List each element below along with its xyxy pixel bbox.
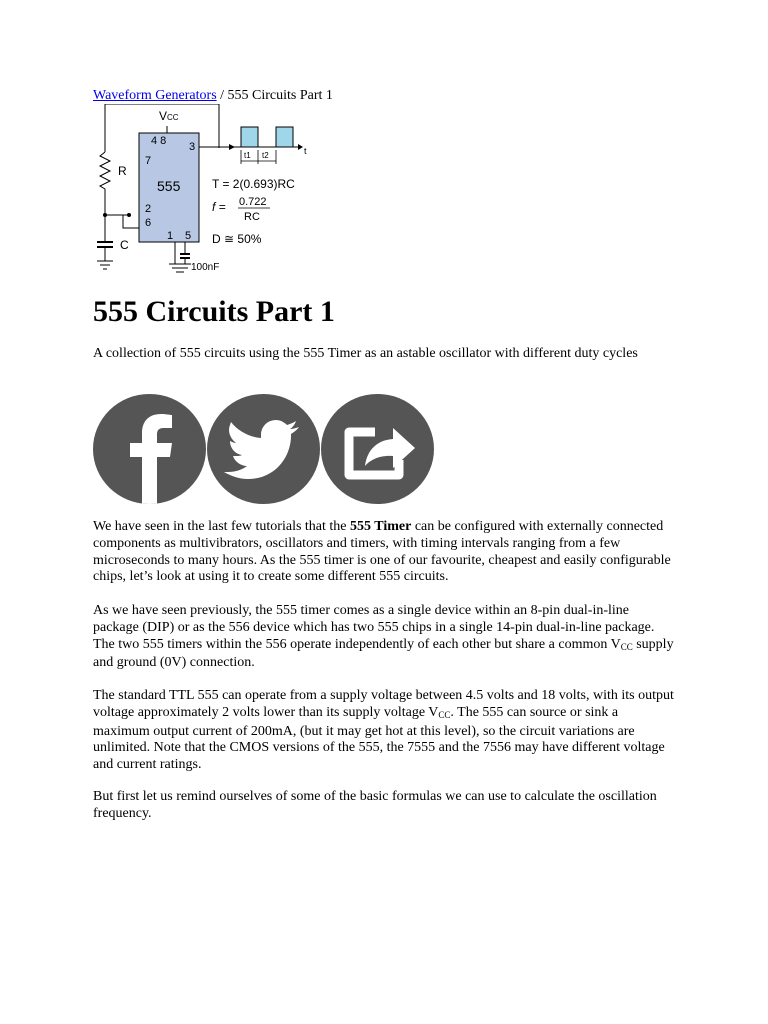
- pin-1-label: 1: [167, 230, 174, 242]
- breadcrumb-current: 555 Circuits Part 1: [227, 88, 333, 103]
- share-button[interactable]: [321, 394, 434, 504]
- pin-6-label: 6: [145, 217, 152, 229]
- chip-label: 555: [157, 178, 181, 194]
- formula-frequency-numerator: 0.722: [239, 196, 267, 208]
- page-title: 555 Circuits Part 1: [93, 295, 335, 328]
- breadcrumb-separator: /: [216, 88, 228, 103]
- paragraph-2: As we have seen previously, the 555 timer comes as a single device within an 8-pin dual-in-line package (DIP) or as the 556 device which has two 555 chips in a single 14-pin dual-in-line package. The two 555 timers within the 556 operate independently of each other but share a common $V_{CC}$ supply and ground (0V) connection.: [93, 603, 674, 671]
- twitter-share-button[interactable]: [207, 394, 320, 504]
- formula-frequency-var: f =: [212, 200, 226, 214]
- capacitor-label: C: [120, 238, 129, 252]
- paragraph-3: The standard TTL 555 can operate from a supply voltage between 4.5 volts and 18 volts, with its output voltage approximately 2 volts lower than its supply voltage $V_{CC}$. The 555 can source or sink a maximum output current of 200mA, (but it may get hot at this level), so the circuit variations are unlimited. Note that the CMOS versions of the 555, the 7555 and the 7556 may have different voltage and current ratings.: [93, 688, 674, 773]
- breadcrumb-link-waveform-generators[interactable]: Waveform Generators: [93, 88, 217, 103]
- vcc-label: VCC: [159, 109, 179, 123]
- facebook-icon: [93, 394, 206, 504]
- t2-label: t2: [262, 151, 269, 160]
- resistor-label: R: [118, 164, 127, 178]
- pin-3-label: 3: [189, 141, 196, 153]
- bold-555-timer: 555 Timer: [350, 519, 412, 534]
- paragraph-1: We have seen in the last few tutorials that the 555 Timer can be configured with externally connected components as multivibrators, oscillators and timers, with timing intervals ranging from a few microseconds to many hours. As the 555 timer is one of our favourite, cheapest and easily configurable chips, let’s look at using it to create some different 555 circuits.: [93, 519, 671, 585]
- formula-period: T = 2(0.693)RC: [212, 177, 295, 191]
- paragraph-4: But first let us remind ourselves of some of the basic formulas we can use to calculate the oscillation frequency.: [93, 789, 657, 821]
- share-icon: [321, 394, 434, 504]
- pin-5-label: 5: [185, 230, 192, 242]
- astable-555-schematic: [93, 104, 323, 280]
- formula-frequency-denominator: RC: [244, 211, 260, 223]
- pins-4-8-label: 4 8: [151, 135, 167, 147]
- t1-label: t1: [244, 151, 251, 160]
- twitter-icon: [207, 394, 320, 504]
- time-axis-label: t: [304, 146, 307, 156]
- breadcrumb: [93, 88, 333, 104]
- formula-duty-cycle: D ≅ 50%: [212, 232, 262, 246]
- capacitor-100nf-label: 100nF: [191, 262, 220, 273]
- share-buttons: [93, 394, 438, 504]
- pin-2-label: 2: [145, 203, 152, 215]
- intro-text: A collection of 555 circuits using the 555 Timer as an astable oscillator with different duty cycles: [93, 346, 638, 361]
- facebook-share-button[interactable]: [93, 394, 206, 504]
- pin-7-label: 7: [145, 155, 152, 167]
